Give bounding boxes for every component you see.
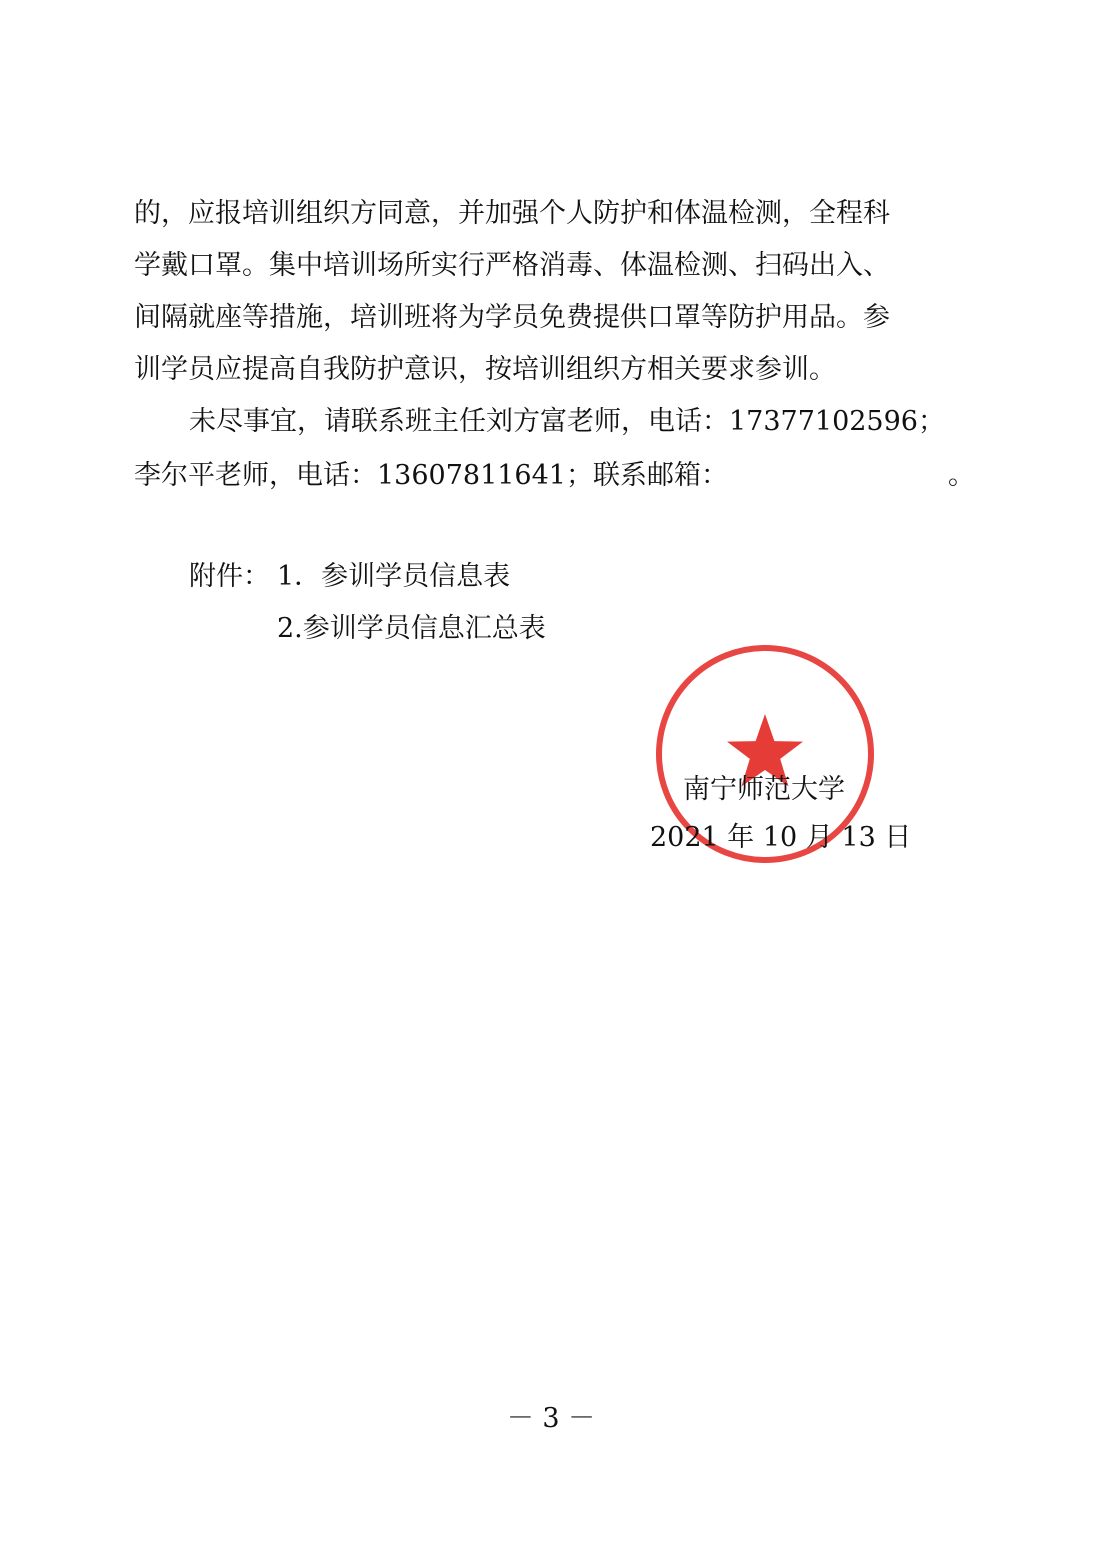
body-line-1: 的，应报培训组织方同意，并加强个人防护和体温检测，全程科	[134, 198, 890, 229]
attachment-item-1: 1．参训学员信息表	[277, 561, 511, 592]
attachment-item-2: 2.参训学员信息汇总表	[277, 613, 546, 644]
body-line-4: 训学员应提高自我防护意识，按培训组织方相关要求参训。	[134, 354, 836, 385]
body-line-5: 未尽事宜，请联系班主任刘方富老师，电话：17377102596；	[189, 406, 945, 437]
body-line-end-mark: 。	[948, 460, 975, 491]
page-number: － 3 －	[506, 1403, 596, 1434]
body-line-2: 学戴口罩。集中培训场所实行严格消毒、体温检测、扫码出入、	[134, 250, 890, 281]
signature-org: 南宁师范大学	[683, 774, 845, 805]
body-line-6: 李尔平老师，电话：13607811641；联系邮箱：	[134, 460, 728, 491]
body-line-3: 间隔就座等措施，培训班将为学员免费提供口罩等防护用品。参	[134, 302, 890, 333]
attachments-label: 附件：	[189, 561, 270, 592]
signature-date: 2021 年 10 月 13 日	[650, 822, 912, 853]
